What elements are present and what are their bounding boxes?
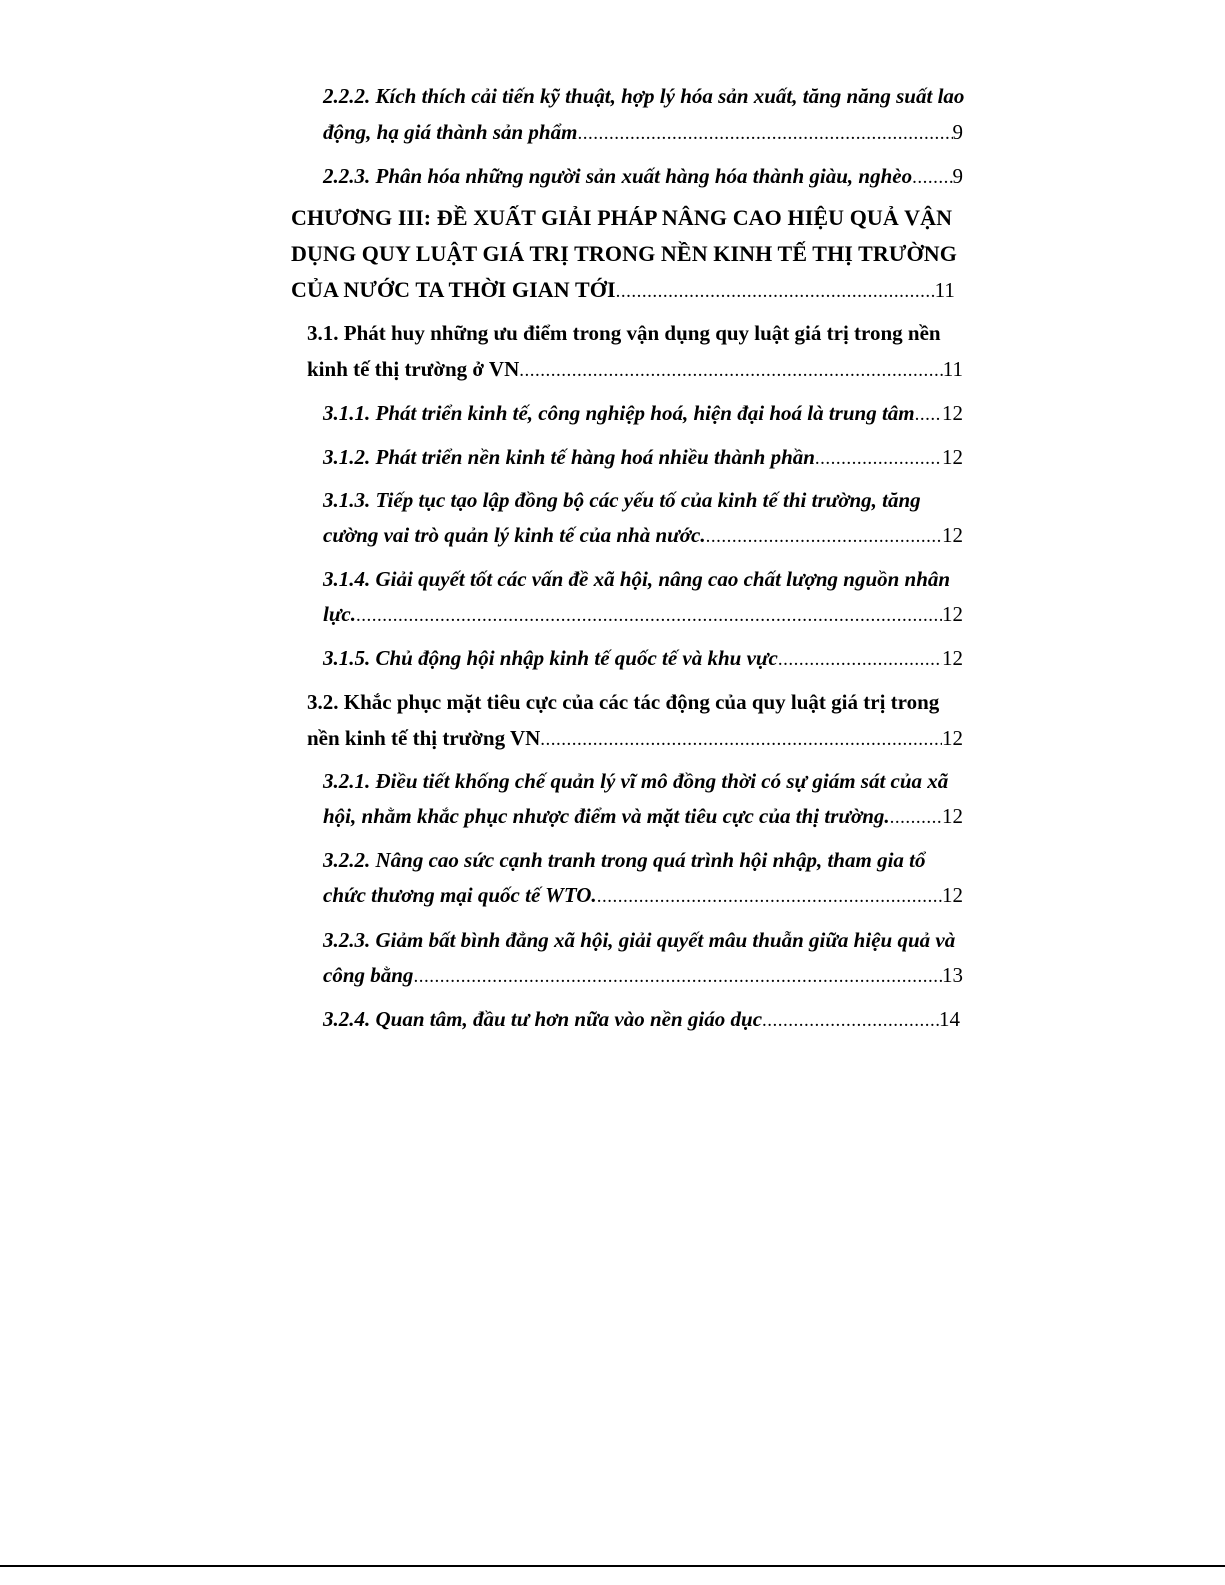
- toc-entry-text: 3.2.3. Giảm bất bình đẳng xã hội, giải quyết mâu thuẫn giữa hiệu quả và: [323, 928, 956, 952]
- toc-entry-3-1-5: [323, 645, 963, 671]
- toc-page-number: 9: [952, 120, 963, 144]
- toc-entry-text: 3.1.5. Chủ động hội nhập kinh tế quốc tế và khu vực: [323, 646, 778, 670]
- toc-entry-3-2-2: [323, 847, 926, 873]
- toc-page-number: 12: [942, 401, 963, 425]
- toc-entry-text: 3.1.3. Tiếp tục tạo lập đồng bộ các yếu tố của kinh tế thi trường, tăng: [323, 488, 921, 512]
- toc-entry-text: kinh tế thị trường ở VN: [307, 357, 520, 381]
- toc-entry-text: 3.2.1. Điều tiết khống chế quản lý vĩ mô đồng thời có sự giám sát của xã: [323, 769, 949, 793]
- toc-section-3-2: [307, 689, 939, 715]
- dot-leader: [616, 279, 935, 305]
- toc-entry-3-2-3: [323, 927, 955, 953]
- dot-leader: [356, 603, 942, 629]
- dot-leader: [890, 805, 942, 831]
- dot-leader: [413, 964, 942, 990]
- toc-entry-text: công bằng: [323, 963, 414, 987]
- toc-entry-2-2-2: [323, 83, 964, 109]
- toc-page-number: 11: [934, 278, 955, 302]
- toc-entry-3-1-4-cont: [323, 601, 963, 627]
- toc-page-number: 12: [942, 445, 963, 469]
- dot-leader: [778, 647, 942, 673]
- toc-entry-3-2-3-cont: [323, 962, 963, 988]
- toc-entry-3-2-1-cont: [323, 803, 963, 829]
- toc-entry-text: động, hạ giá thành sản phẩm: [323, 120, 578, 144]
- toc-entry-text: lực.: [323, 602, 356, 626]
- toc-page-number: 12: [942, 883, 963, 907]
- toc-page-number: 12: [942, 646, 963, 670]
- toc-entry-text: cường vai trò quản lý kinh tế của nhà nước.: [323, 523, 706, 547]
- toc-chapter-3: [291, 205, 952, 231]
- toc-entry-3-1-2: [323, 444, 963, 470]
- toc-entry-text: 3.1.4. Giải quyết tốt các vấn đề xã hội, nâng cao chất lượng nguồn nhân: [323, 567, 951, 591]
- toc-page-number: 12: [942, 602, 963, 626]
- dot-leader: [912, 165, 952, 191]
- toc-page-number: 12: [942, 726, 963, 750]
- toc-entry-3-2-2-cont: [323, 882, 963, 908]
- dot-leader: [577, 121, 952, 147]
- toc-entry-3-1-4: [323, 566, 950, 592]
- toc-page-number: 12: [942, 804, 963, 828]
- toc-entry-text: CỦA NƯỚC TA THỜI GIAN TỚI: [291, 277, 616, 302]
- toc-entry-text: CHƯƠNG III: ĐỀ XUẤT GIẢI PHÁP NÂNG CAO HIỆU QUẢ VẬN: [291, 205, 953, 230]
- toc-page-number: 13: [942, 963, 963, 987]
- page-bottom-border: [0, 1565, 1225, 1567]
- toc-section-3-1: [307, 320, 941, 346]
- toc-entry-text: chức thương mại quốc tế WTO.: [323, 883, 597, 907]
- toc-entry-text: 3.1.2. Phát triển nền kinh tế hàng hoá nhiều thành phần: [323, 445, 815, 469]
- toc-entry-text: 3.1.1. Phát triển kinh tế, công nghiệp hoá, hiện đại hoá là trung tâm: [323, 401, 915, 425]
- toc-entry-text: DỤNG QUY LUẬT GIÁ TRỊ TRONG NỀN KINH TẾ THỊ TRƯỜNG: [291, 241, 957, 266]
- toc-page-number: 14: [939, 1007, 960, 1031]
- toc-entry-text: hội, nhằm khắc phục nhược điểm và mặt tiêu cực của thị trường.: [323, 804, 890, 828]
- toc-entry-2-2-2-cont: [323, 119, 963, 145]
- toc-entry-text: 2.2.2. Kích thích cải tiến kỹ thuật, hợp lý hóa sản xuất, tăng năng suất lao: [323, 84, 965, 108]
- toc-entry-3-2-4: [323, 1006, 960, 1032]
- dot-leader: [815, 446, 942, 472]
- toc-entry-2-2-3: [323, 163, 963, 189]
- toc-entry-text: 3.2. Khắc phục mặt tiêu cực của các tác động của quy luật giá trị trong: [307, 690, 940, 714]
- toc-entry-text: nền kinh tế thị trường VN: [307, 726, 541, 750]
- toc-entry-3-1-1: [323, 400, 963, 426]
- toc-page-number: 9: [952, 164, 963, 188]
- toc-entry-3-1-3: [323, 487, 921, 513]
- toc-entry-3-2-1: [323, 768, 948, 794]
- toc-entry-text: 2.2.3. Phân hóa những người sản xuất hàng hóa thành giàu, nghèo: [323, 164, 913, 188]
- dot-leader: [597, 884, 942, 910]
- toc-entry-3-1-3-cont: [323, 522, 963, 548]
- toc-page-number: 12: [942, 523, 963, 547]
- toc-chapter-3-cont: [291, 277, 955, 303]
- toc-section-3-1-cont: [307, 356, 963, 382]
- dot-leader: [706, 524, 942, 550]
- dot-leader: [762, 1008, 939, 1034]
- toc-entry-text: 3.2.4. Quan tâm, đầu tư hơn nữa vào nền giáo dục: [323, 1007, 763, 1031]
- dot-leader: [540, 727, 942, 753]
- toc-chapter-3-cont: [291, 241, 957, 267]
- dot-leader: [519, 358, 943, 384]
- toc-entry-text: 3.1. Phát huy những ưu điểm trong vận dụng quy luật giá trị trong nền: [307, 321, 941, 345]
- toc-page-number: 11: [942, 357, 963, 381]
- toc-section-3-2-cont: [307, 725, 963, 751]
- dot-leader: [915, 402, 942, 428]
- toc-entry-text: 3.2.2. Nâng cao sức cạnh tranh trong quá trình hội nhập, tham gia tổ: [323, 848, 926, 872]
